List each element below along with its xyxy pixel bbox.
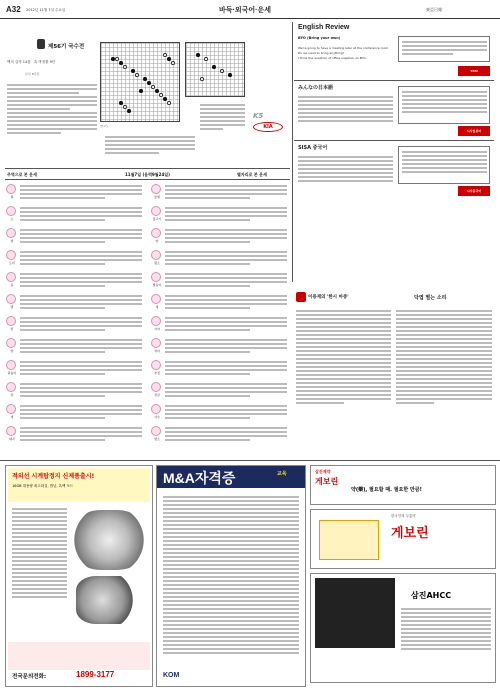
column-icon: [296, 292, 306, 302]
horoscope-label: 사자: [154, 327, 160, 331]
horoscope-row: [150, 292, 290, 312]
horoscope-row: [150, 424, 290, 444]
horoscope-label: 용: [10, 283, 14, 287]
horoscope-row: [5, 226, 145, 246]
baduk-players: [7, 60, 92, 65]
horoscope-label: 게: [155, 305, 159, 309]
horoscope-label: 염소: [154, 437, 160, 441]
ad-right-brand: 삼진제약: [315, 469, 331, 474]
horoscope-row: [150, 402, 290, 422]
horoscope-label: 물고기: [152, 217, 162, 221]
horoscope-text: [165, 337, 287, 355]
star-sign-icon: [151, 184, 161, 194]
horoscope-row: [150, 204, 290, 224]
horoscope-text: [165, 271, 287, 289]
horoscope-section: [5, 170, 290, 460]
cctv-image: [70, 510, 148, 570]
ad-right-bottom: [310, 573, 496, 683]
zodiac-animal-icon: [6, 294, 16, 304]
star-sign-icon: [151, 404, 161, 414]
horoscope-text: [20, 381, 142, 399]
baduk-commentary: [7, 82, 97, 136]
horoscope-text: [165, 359, 287, 377]
page-header: [0, 0, 500, 19]
kia-logo: K5 KIA: [253, 112, 287, 138]
star-sign-list: [150, 182, 290, 452]
horoscope-row: [150, 358, 290, 378]
board-caption: 참고도: [100, 124, 109, 128]
zodiac-animal-icon: [6, 272, 16, 282]
horoscope-text: [20, 403, 142, 421]
zodiac-animal-icon: [6, 206, 16, 216]
ad-left-footer: [8, 642, 150, 670]
horoscope-text: [20, 271, 142, 289]
zodiac-animal-icon: [6, 426, 16, 436]
japanese-title: みんなの日本語: [298, 85, 334, 91]
horoscope-label: 양: [155, 239, 159, 243]
dialogue-c: I think the question of office supplies, so BYO.: [298, 55, 367, 60]
horoscope-text: [165, 183, 287, 201]
ad-right-product2: 삼진AHCC: [411, 591, 452, 600]
horoscope-text: [20, 249, 142, 267]
zodiac-animal-icon: [6, 316, 16, 326]
horoscope-label: 뱀: [10, 305, 14, 309]
horoscope-text: [20, 315, 142, 333]
paper-name: 東亞日報: [426, 7, 442, 12]
horoscope-row: [5, 270, 145, 290]
star-sign-icon: [151, 250, 161, 260]
horoscope-text: [165, 425, 287, 443]
horoscope-row: [150, 380, 290, 400]
zodiac-animal-icon: [6, 338, 16, 348]
horoscope-row: [150, 270, 290, 290]
horoscope-label: 닭: [10, 393, 14, 397]
cctv-image-2: [76, 576, 142, 624]
chinese-box: [398, 146, 490, 184]
ad-left-subtitle: 16GB 대용량 최고화질, 밤낮, 흑백 모드: [12, 484, 74, 488]
horoscope-label: 전갈: [154, 393, 160, 397]
english-dialogue: [298, 46, 393, 60]
english-section: [294, 22, 496, 322]
dialogue-b: Do we need to bring anything?: [298, 50, 345, 55]
ad-right-box-image: [319, 520, 379, 560]
ad-center: [156, 465, 306, 687]
zodiac-animal-icon: [6, 250, 16, 260]
horoscope-text: [20, 337, 142, 355]
english-answer-box: [398, 36, 490, 62]
ad-center-title: M&A자격증: [163, 470, 236, 486]
ad-right-product-top: 게보린: [315, 477, 339, 486]
zodiac-animal-icon: [6, 228, 16, 238]
horoscope-label: 사수: [154, 415, 160, 419]
chinese-title: SISA 중국어: [298, 145, 328, 151]
horoscope-row: [150, 182, 290, 202]
english-sponsor-logo: YBM: [458, 66, 490, 76]
ad-right-top: [310, 465, 496, 505]
horoscope-row: [5, 248, 145, 268]
ad-left-body: [12, 506, 67, 600]
poem-body-right: [396, 308, 492, 406]
horoscope-center-title: 11월7일 (음력9월24일): [125, 172, 170, 177]
horoscope-label: 천칭: [154, 371, 160, 375]
horoscope-row: [5, 424, 145, 444]
ad-left: [5, 465, 153, 687]
star-sign-icon: [151, 272, 161, 282]
horoscope-text: [20, 425, 142, 443]
ad-right: [310, 465, 496, 687]
english-expression: BYO (Bring your own): [298, 36, 341, 40]
baduk-title: 제56기 국수전: [48, 44, 85, 50]
horoscope-text: [165, 205, 287, 223]
horoscope-right-title: 별자리로 본 운세: [237, 172, 267, 177]
ad-left-phone-label: 전국문의전화:: [12, 674, 47, 680]
chinese-body: [298, 154, 393, 184]
japanese-sponsor-logo: 시사일본어: [458, 126, 490, 136]
star-sign-icon: [151, 294, 161, 304]
poem-title: 닥엽 떨는 소리: [414, 295, 447, 301]
horoscope-label: 범: [10, 239, 14, 243]
horoscope-row: [5, 380, 145, 400]
horoscope-label: 토끼: [9, 261, 15, 265]
ad-right-slogan: 약(藥), 필요할 때. 필요한 만큼!: [351, 487, 422, 493]
star-sign-icon: [151, 228, 161, 238]
zodiac-list: [5, 182, 145, 452]
ad-center-side: 교육: [277, 471, 287, 477]
star-sign-icon: [151, 426, 161, 436]
star-sign-icon: [151, 360, 161, 370]
ad-left-phone: 1899-3177: [76, 670, 115, 679]
baduk-board: [100, 42, 180, 122]
horoscope-label: 소: [10, 217, 14, 221]
zodiac-animal-icon: [6, 184, 16, 194]
horoscope-row: [5, 182, 145, 202]
horoscope-row: [5, 402, 145, 422]
horoscope-row: [5, 336, 145, 356]
ad-right-body: [401, 606, 491, 652]
japanese-body: [298, 94, 393, 124]
horoscope-text: [165, 381, 287, 399]
horoscope-label: 쌍둥이: [152, 283, 162, 287]
horoscope-text: [165, 315, 287, 333]
horoscope-label: 원숭이: [7, 371, 17, 375]
star-sign-icon: [151, 382, 161, 392]
horoscope-text: [20, 183, 142, 201]
horoscope-label: 말: [10, 327, 14, 331]
zodiac-animal-icon: [6, 404, 16, 414]
poem-section: [294, 290, 496, 460]
horoscope-text: [165, 293, 287, 311]
horoscope-row: [150, 336, 290, 356]
horoscope-row: [5, 314, 145, 334]
date-line: 2012년 11월 7일 수요일: [26, 8, 66, 12]
horoscope-row: [5, 204, 145, 224]
horoscope-text: [20, 359, 142, 377]
horoscope-label: 황소: [154, 261, 160, 265]
ad-center-footer: KOM: [163, 672, 180, 679]
ad-right-product: 게보린: [391, 526, 429, 541]
ad-right-middle: [310, 509, 496, 569]
horoscope-label: 돼지: [9, 437, 15, 441]
baduk-commentary-3: [200, 102, 245, 132]
english-title: English Review: [298, 24, 350, 31]
horoscope-left-title: 주역으로 본 운세: [7, 172, 37, 177]
horoscope-label: 물병: [154, 195, 160, 199]
horoscope-row: [150, 248, 290, 268]
horoscope-text: [20, 293, 142, 311]
chinese-sponsor-logo: 시사중국어: [458, 186, 490, 196]
horoscope-text: [20, 205, 142, 223]
dialogue-a: We're going to have a meeting later at the conference room.: [298, 46, 390, 50]
horoscope-row: [150, 226, 290, 246]
horoscope-label: 쥐: [10, 195, 14, 199]
horoscope-text: [165, 403, 287, 421]
japanese-box: [398, 86, 490, 124]
horoscope-label: 처녀: [154, 349, 160, 353]
star-sign-icon: [151, 316, 161, 326]
section-title: 바둑·외국어·운세: [219, 7, 271, 14]
baduk-section: [5, 22, 290, 167]
star-sign-icon: [151, 206, 161, 216]
horoscope-text: [165, 249, 287, 267]
horoscope-row: [5, 292, 145, 312]
ad-left-title: 적외선 시계탑정지 신제품출시!: [12, 473, 95, 480]
star-sign-icon: [151, 338, 161, 348]
player-black: 백의 실착 14집: [7, 60, 31, 64]
horoscope-row: [5, 358, 145, 378]
baduk-caption: 본선 8강전: [25, 72, 40, 76]
baduk-logo: [37, 39, 45, 49]
horoscope-label: 개: [10, 415, 14, 419]
page-number: A32: [6, 5, 21, 14]
player-white: 흑 박정환 9단: [33, 60, 56, 64]
horoscope-label: 양: [10, 349, 14, 353]
ad-right-product-photo: [315, 578, 395, 648]
baduk-commentary-2: [105, 134, 195, 156]
zodiac-animal-icon: [6, 382, 16, 392]
horoscope-text: [20, 227, 142, 245]
column-title: 이용재의 '한시 마중': [308, 295, 349, 300]
zodiac-animal-icon: [6, 360, 16, 370]
poem-body-left: [296, 308, 391, 406]
ad-right-sub: 한국인의 두통약: [391, 514, 416, 518]
ad-center-body: [163, 494, 299, 656]
horoscope-text: [165, 227, 287, 245]
horoscope-row: [150, 314, 290, 334]
baduk-diagram: [185, 42, 245, 97]
